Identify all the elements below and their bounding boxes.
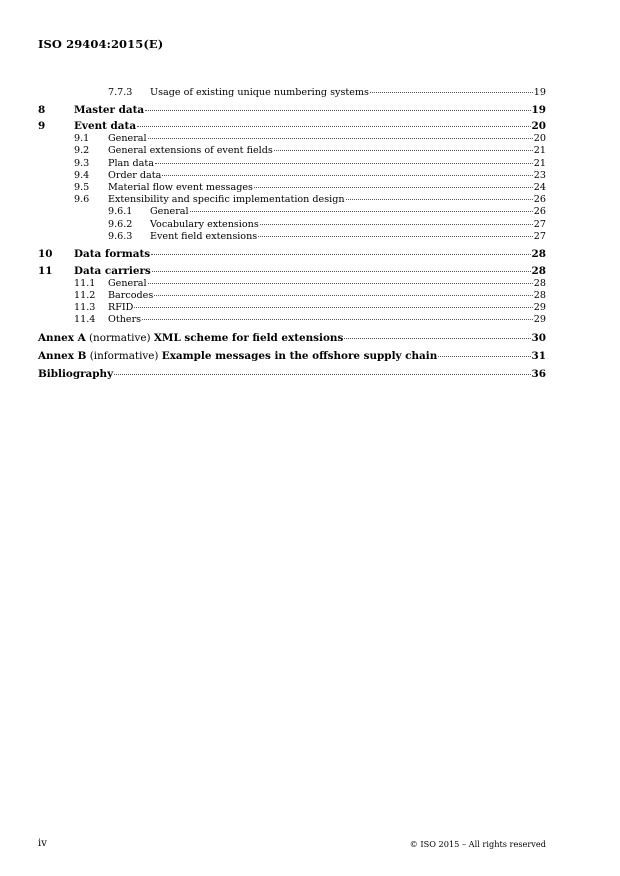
toc-entry[interactable] [38,194,546,206]
toc-entry-title: Barcodes [108,290,154,302]
dot-leader [190,211,533,212]
toc-entry-title: Event data [74,120,137,133]
annex-label: Annex A [38,331,86,344]
toc-bibliography[interactable] [38,368,546,381]
toc-entry-number: 9.5 [74,181,90,193]
toc-annex-a[interactable] [38,332,546,345]
toc-entry-page: 23 [533,169,546,181]
toc-entry-page: 24 [533,181,546,193]
toc-entry-page: 28 [533,277,546,289]
toc-entry-page: 30 [531,331,546,344]
annex-label: Annex B [38,349,87,362]
toc-entry-page: 36 [531,367,546,380]
toc-entry[interactable] [38,170,546,182]
toc-entry-title: Vocabulary extensions [150,218,259,230]
toc-entry[interactable] [38,231,546,243]
toc-entry-page: 20 [531,120,546,133]
toc-entry[interactable] [38,145,546,157]
toc-entry-number: 8 [38,104,46,117]
copyright-notice: © ISO 2015 – All rights reserved [409,839,546,849]
toc-entry-number: 9.1 [74,133,90,145]
toc-entry-title: Others [108,314,142,326]
toc-entry-number: 11 [38,264,53,277]
toc-entry[interactable] [38,120,546,133]
dot-leader [260,224,533,225]
toc-entry-page: 19 [533,87,546,98]
annex-kind: (informative) [89,349,159,362]
annex-title: XML scheme for field extensions [153,331,344,344]
toc-entry-title: RFID [108,302,134,314]
dot-leader [274,150,533,151]
toc-entry-number: 11.1 [74,277,96,289]
toc-entry[interactable] [38,302,546,314]
dot-leader [148,138,533,139]
toc-entry[interactable] [38,182,546,194]
toc-entry-number: 9.4 [74,169,90,181]
dot-leader [254,187,533,188]
dot-leader [114,374,530,375]
toc-entry-page: 27 [533,230,546,242]
toc-entry-page: 26 [533,206,546,218]
toc-entry-title: Master data [74,104,145,117]
dot-leader [154,295,533,296]
toc-entry[interactable] [38,265,546,278]
dot-leader [344,338,530,339]
toc-entry-number: 9.6 [74,194,90,206]
toc-entry-number: 7.7.3 [108,87,133,98]
toc-entry-title: General [108,133,147,145]
toc-entry-number: 10 [38,247,53,260]
toc-entry-page: 31 [531,349,546,362]
toc-entry-number: 11.4 [74,314,96,326]
dot-leader [370,92,533,93]
dot-leader [134,307,532,308]
annex-title: Example messages in the offshore supply chain [161,349,438,362]
toc-entry[interactable] [38,104,546,117]
toc-entry[interactable] [38,158,546,170]
bibliography-title: Bibliography [38,367,114,380]
toc-entry-number: 9.2 [74,145,90,157]
dot-leader [148,283,533,284]
toc-entry-number: 9 [38,120,46,133]
toc-entry-page: 28 [531,247,546,260]
toc-entry[interactable] [38,278,546,290]
toc-annex-b[interactable] [38,350,546,363]
toc-entry-number: 9.6.1 [108,206,133,218]
toc-entry-title: Order data [108,169,162,181]
toc-entry[interactable] [38,290,546,302]
toc-entry-title: General extensions of event fields [108,145,273,157]
annex-kind: (normative) [88,331,151,344]
toc-entry[interactable] [38,133,546,145]
toc-entry[interactable] [38,248,546,261]
dot-leader [346,199,533,200]
toc-entry-page: 28 [533,290,546,302]
toc-entry-title: Usage of existing unique numbering systems [150,87,369,98]
toc-entry[interactable] [38,314,546,326]
toc-entry-page: 29 [533,314,546,326]
toc-entry-title: General [150,206,189,218]
toc-entry-page: 28 [531,264,546,277]
toc-entry[interactable] [38,87,546,99]
toc-entry-page: 21 [533,157,546,169]
toc-entry-title: Extensibility and specific implementation design [108,194,345,206]
dot-leader [137,126,530,127]
toc-entry-page: 29 [533,302,546,314]
toc-entry-number: 11.3 [74,302,96,314]
toc-entry-title: Data carriers [74,264,151,277]
toc-entry[interactable] [38,219,546,231]
toc-entry-number: 11.2 [74,290,96,302]
dot-leader [258,236,533,237]
toc-entry-page: 20 [533,133,546,145]
page-number: iv [38,838,47,849]
dot-leader [145,110,530,111]
dot-leader [438,356,530,357]
toc-entry-title: General [108,277,147,289]
dot-leader [151,254,530,255]
document-id: ISO 29404:2015(E) [38,37,164,51]
toc-entry-title: Event field extensions [150,230,258,242]
dot-leader [152,271,531,272]
toc-entry[interactable] [38,206,546,218]
dot-leader [142,319,533,320]
dot-leader [155,163,533,164]
toc-entry-number: 9.6.2 [108,218,133,230]
toc-entry-number: 9.6.3 [108,230,133,242]
table-of-contents [38,87,546,381]
toc-entry-page: 27 [533,218,546,230]
toc-entry-page: 21 [533,145,546,157]
toc-entry-title: Data formats [74,247,151,260]
toc-entry-number: 9.3 [74,157,90,169]
dot-leader [162,175,532,176]
toc-entry-title: Plan data [108,157,154,169]
toc-entry-page: 26 [533,194,546,206]
toc-entry-title: Material flow event messages [108,181,253,193]
toc-entry-page: 19 [531,104,546,117]
